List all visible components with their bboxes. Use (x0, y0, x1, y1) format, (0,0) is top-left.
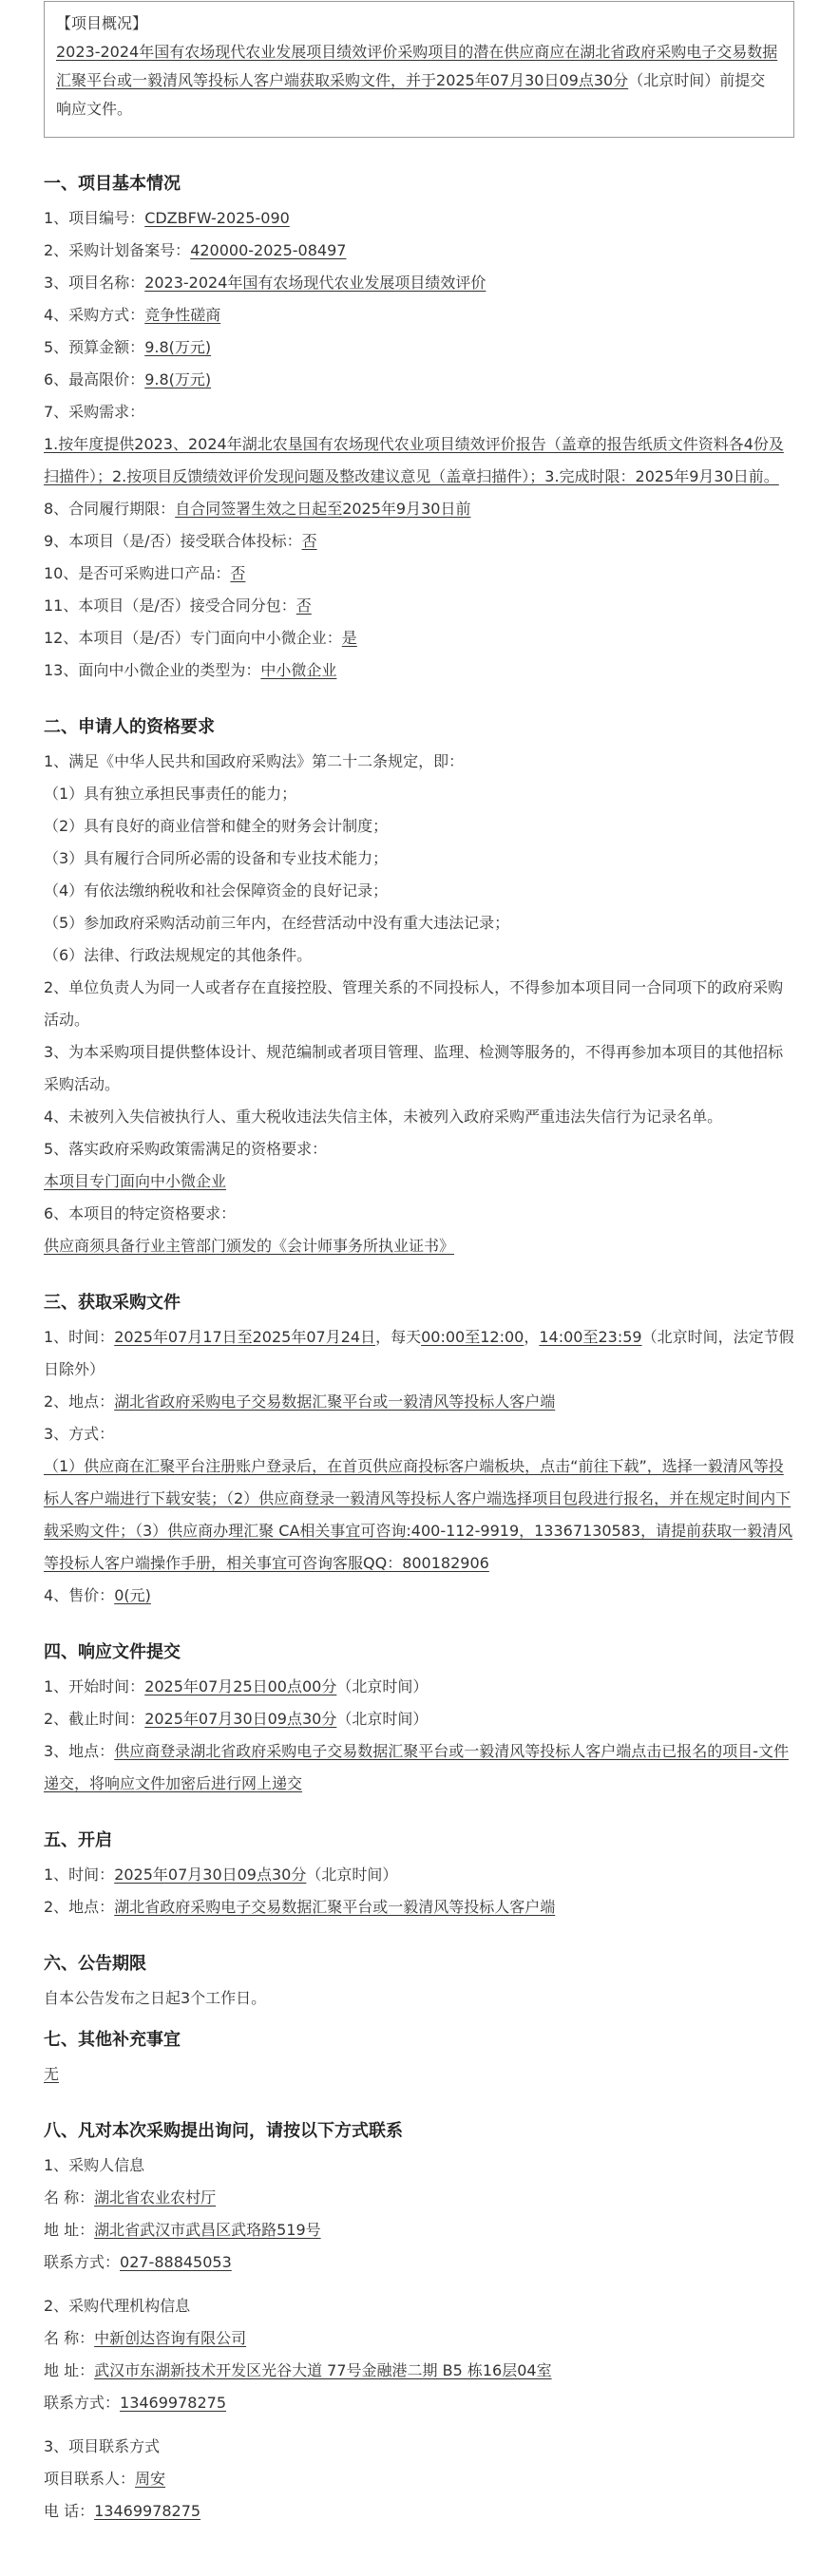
qualification-line: 3、为本采购项目提供整体设计、规范编制或者项目管理、监理、检测等服务的，不得再参加本项目的其他招标采购活动。 (44, 1043, 784, 1093)
buyer-address (44, 2214, 794, 2246)
info-value: 2023-2024年国有农场现代农业发展项目绩效评价 (144, 274, 486, 292)
info-label: 地 址： (44, 2361, 95, 2379)
special-label: 6、本项目的特定资格要求： (44, 1204, 237, 1222)
info-text: （北京时间，法定节假日除外） (44, 1328, 794, 1378)
info-label: 名 称： (44, 2188, 95, 2207)
obtain-place (44, 1386, 794, 1418)
info-label: 电 话： (44, 2502, 95, 2520)
other-text (44, 2058, 794, 2091)
info-row (44, 525, 794, 558)
buyer-phone (44, 2246, 794, 2279)
agent-name (44, 2322, 794, 2355)
qualification-line: （4）有依法缴纳税收和社会保障资金的良好记录； (44, 881, 389, 900)
opening-time (44, 1859, 794, 1891)
policy-requirement (44, 1165, 794, 1198)
info-row (44, 202, 794, 235)
agent-address (44, 2355, 794, 2387)
info-label: 名 称： (44, 2329, 95, 2347)
info-label: 1、时间： (44, 1328, 115, 1346)
qualification-line: 5、落实政府采购政策需满足的资格要求： (44, 1140, 328, 1158)
info-row (44, 622, 794, 654)
info-row (44, 558, 794, 590)
info-label: 地 址： (44, 2221, 95, 2239)
info-value: 9.8(万元) (144, 338, 212, 356)
info-row (44, 331, 794, 364)
info-value: 竞争性磋商 (144, 306, 221, 324)
info-value: 13469978275 (94, 2502, 201, 2520)
info-label: 项目联系人： (44, 2470, 136, 2488)
summary-body (56, 38, 780, 123)
section-heading-other: 七、其他补充事宜 (44, 2030, 181, 2050)
info-label: 联系方式： (44, 2253, 121, 2271)
info-text: ， (524, 1328, 540, 1346)
info-value: 湖北省武汉市武昌区武珞路519号 (94, 2221, 321, 2239)
qualification-line: 2、单位负责人为同一人或者存在直接控股、管理关系的不同投标人，不得参加本项目同一合同项下的政府采购活动。 (44, 978, 784, 1029)
info-value: 湖北省政府采购电子交易数据汇聚平台或一毅清风等投标人客户端 (114, 1898, 556, 1916)
obtain-price (44, 1580, 794, 1612)
info-value: 否 (296, 597, 312, 615)
info-label: 1、开始时间： (44, 1677, 145, 1695)
announcement-page (44, 0, 794, 2528)
info-label: 1、项目编号： (44, 209, 145, 227)
agent-title: 2、采购代理机构信息 (44, 2297, 191, 2315)
info-label: 8、合同履行期限： (44, 500, 176, 518)
info-value: 周安 (135, 2470, 166, 2488)
info-row (44, 493, 794, 525)
method-value: （1）供应商在汇聚平台注册账户登录后，在首页供应商投标客户端板块，点击“前往下载”，选择一毅清风等投标人客户端进行下载安装；（2）供应商登录一毅清风等投标人客户端选择项目包段进行报名，并在规定时间内下载采购文件；（3）供应商办理汇聚 CA相关事宜可咨询:400-112-9919，13367130583，请提前获取一毅清风等投标人客户端操作手册，相关事宜可咨询客服QQ：800182906 (44, 1457, 793, 1572)
section-heading-qualifications: 二、申请人的资格要求 (44, 717, 215, 737)
obtain-method (44, 1450, 794, 1580)
buyer-title: 1、采购人信息 (44, 2156, 145, 2174)
info-row (44, 235, 794, 267)
qualification-line: 4、未被列入失信被执行人、重大税收违法失信主体，未被列入政府采购严重违法失信行为记录名单。 (44, 1108, 723, 1126)
info-value: 自合同签署生效之日起至2025年9月30日前 (175, 500, 471, 518)
summary-body-suffix: （北京时间）前提交响应文件。 (56, 71, 766, 118)
summary-deadline: 2025年07月30日09点30分 (436, 71, 629, 89)
info-value: 14:00至23:59 (539, 1328, 642, 1346)
info-row (44, 267, 794, 299)
info-label: 5、预算金额： (44, 338, 145, 356)
requirement-value: 1.按年度提供2023、2024年湖北农垦国有农场现代农业项目绩效评价报告（盖章的报告纸质文件资料各4份及扫描件）；2.按项目反馈绩效评价发现问题及整改建议意见（盖章扫描件）；3.完成时限：2025年9月30日前。 (44, 435, 784, 485)
info-label: 4、采购方式： (44, 306, 145, 324)
info-value: 武汉市东湖新技术开发区光谷大道 77号金融港二期 B5 栋16层04室 (94, 2361, 552, 2379)
info-value: 420000-2025-08497 (190, 241, 347, 259)
info-label: 2、地点： (44, 1898, 115, 1916)
qualification-line: （6）法律、行政法规规定的其他条件。 (44, 946, 313, 964)
info-value: 13469978275 (120, 2394, 226, 2412)
info-value: 否 (301, 532, 317, 550)
section-heading-obtain-docs: 三、获取采购文件 (44, 1293, 181, 1313)
info-value: 027-88845053 (120, 2253, 232, 2271)
info-value: CDZBFW-2025-090 (144, 209, 290, 227)
requirement-text (44, 428, 794, 493)
info-row (44, 364, 794, 396)
section-heading-contact: 八、凡对本次采购提出询问，请按以下方式联系 (44, 2121, 403, 2141)
info-label: 9、本项目（是/否）接受联合体投标： (44, 532, 302, 550)
info-row (44, 396, 794, 428)
info-value: 0(元) (114, 1586, 151, 1604)
info-value: 00:00至12:00 (421, 1328, 524, 1346)
info-value: 2025年07月30日09点30分 (144, 1710, 337, 1728)
info-value: 9.8(万元) (144, 370, 212, 388)
qualification-line: 1、满足《中华人民共和国政府采购法》第二十二条规定，即： (44, 752, 465, 770)
project-summary-box (44, 1, 794, 138)
buyer-name (44, 2182, 794, 2214)
qualification-line: （3）具有履行合同所必需的设备和专业技术能力； (44, 849, 389, 867)
info-label: 4、售价： (44, 1586, 115, 1604)
info-label: 6、最高限价： (44, 370, 145, 388)
obtain-time (44, 1321, 794, 1386)
info-label: 3、地点： (44, 1742, 115, 1760)
qualification-line: （1）具有独立承担民事责任的能力； (44, 785, 297, 803)
section-heading-opening: 五、开启 (44, 1830, 112, 1850)
submission-end (44, 1703, 794, 1735)
info-value: 2025年07月30日09点30分 (114, 1866, 307, 1884)
info-row (44, 299, 794, 331)
other-value: 无 (44, 2065, 60, 2083)
info-value: 湖北省政府采购电子交易数据汇聚平台或一毅清风等投标人客户端 (114, 1392, 556, 1411)
info-row (44, 654, 794, 687)
info-value: 是 (341, 629, 357, 647)
info-value: 2025年07月17日至2025年07月24日 (114, 1328, 376, 1346)
submission-start (44, 1671, 794, 1703)
info-label: 7、采购需求： (44, 403, 145, 421)
info-text: （北京时间） (336, 1677, 429, 1695)
contact-person (44, 2463, 794, 2495)
info-label: 10、是否可采购进口产品： (44, 564, 231, 582)
info-value: 供应商登录湖北省政府采购电子交易数据汇聚平台或一毅清风等投标人客户端点击已报名的项目-文件递交，将响应文件加密后进行网上递交 (44, 1742, 789, 1792)
info-label: 2、地点： (44, 1392, 115, 1411)
info-label: 2、采购计划备案号： (44, 241, 191, 259)
info-label: 13、面向中小微企业的类型为： (44, 661, 261, 679)
info-value: 否 (230, 564, 246, 582)
info-value: 中小微企业 (260, 661, 337, 679)
info-label: 3、项目名称： (44, 274, 145, 292)
summary-title: 【项目概况】 (56, 14, 148, 32)
info-value: 2025年07月25日00点00分 (144, 1677, 337, 1695)
section-heading-period: 六、公告期限 (44, 1954, 146, 1974)
info-text: （北京时间） (336, 1710, 429, 1728)
section-heading-submission: 四、响应文件提交 (44, 1642, 181, 1662)
info-value: 湖北省农业农村厅 (94, 2188, 217, 2207)
info-label: 12、本项目（是/否）专门面向中小微企业： (44, 629, 342, 647)
period-text: 自本公告发布之日起3个工作日。 (44, 1989, 267, 2007)
info-text: （北京时间） (306, 1866, 398, 1884)
policy-value: 本项目专门面向中小微企业 (44, 1172, 227, 1190)
info-label: 11、本项目（是/否）接受合同分包： (44, 597, 296, 615)
opening-place (44, 1891, 794, 1923)
contact-title: 3、项目联系方式 (44, 2437, 161, 2455)
contact-phone (44, 2495, 794, 2528)
info-text: ，每天 (375, 1328, 422, 1346)
info-label: 1、时间： (44, 1866, 115, 1884)
special-requirement (44, 1230, 794, 1262)
info-label: 2、截止时间： (44, 1710, 145, 1728)
submission-place (44, 1735, 794, 1800)
qualification-line: （5）参加政府采购活动前三年内，在经营活动中没有重大违法记录； (44, 914, 510, 932)
section-heading-basic-info: 一、项目基本情况 (44, 174, 181, 194)
info-label: 联系方式： (44, 2394, 121, 2412)
agent-phone (44, 2387, 794, 2419)
info-row (44, 590, 794, 622)
special-value: 供应商须具备行业主管部门颁发的《会计师事务所执业证书》 (44, 1237, 455, 1255)
qualification-line: （2）具有良好的商业信誉和健全的财务会计制度； (44, 817, 389, 835)
summary-body-prefix: 2023-2024年国有农场现代农业发展项目绩效评价采购项目的潜在供应商应在湖北省政府采购电子交易数据汇聚平台或一毅清风等投标人客户端获取采购文件，并于 (56, 43, 778, 89)
info-value: 中新创达咨询有限公司 (94, 2329, 247, 2347)
obtain-method-label: 3、方式： (44, 1425, 115, 1443)
